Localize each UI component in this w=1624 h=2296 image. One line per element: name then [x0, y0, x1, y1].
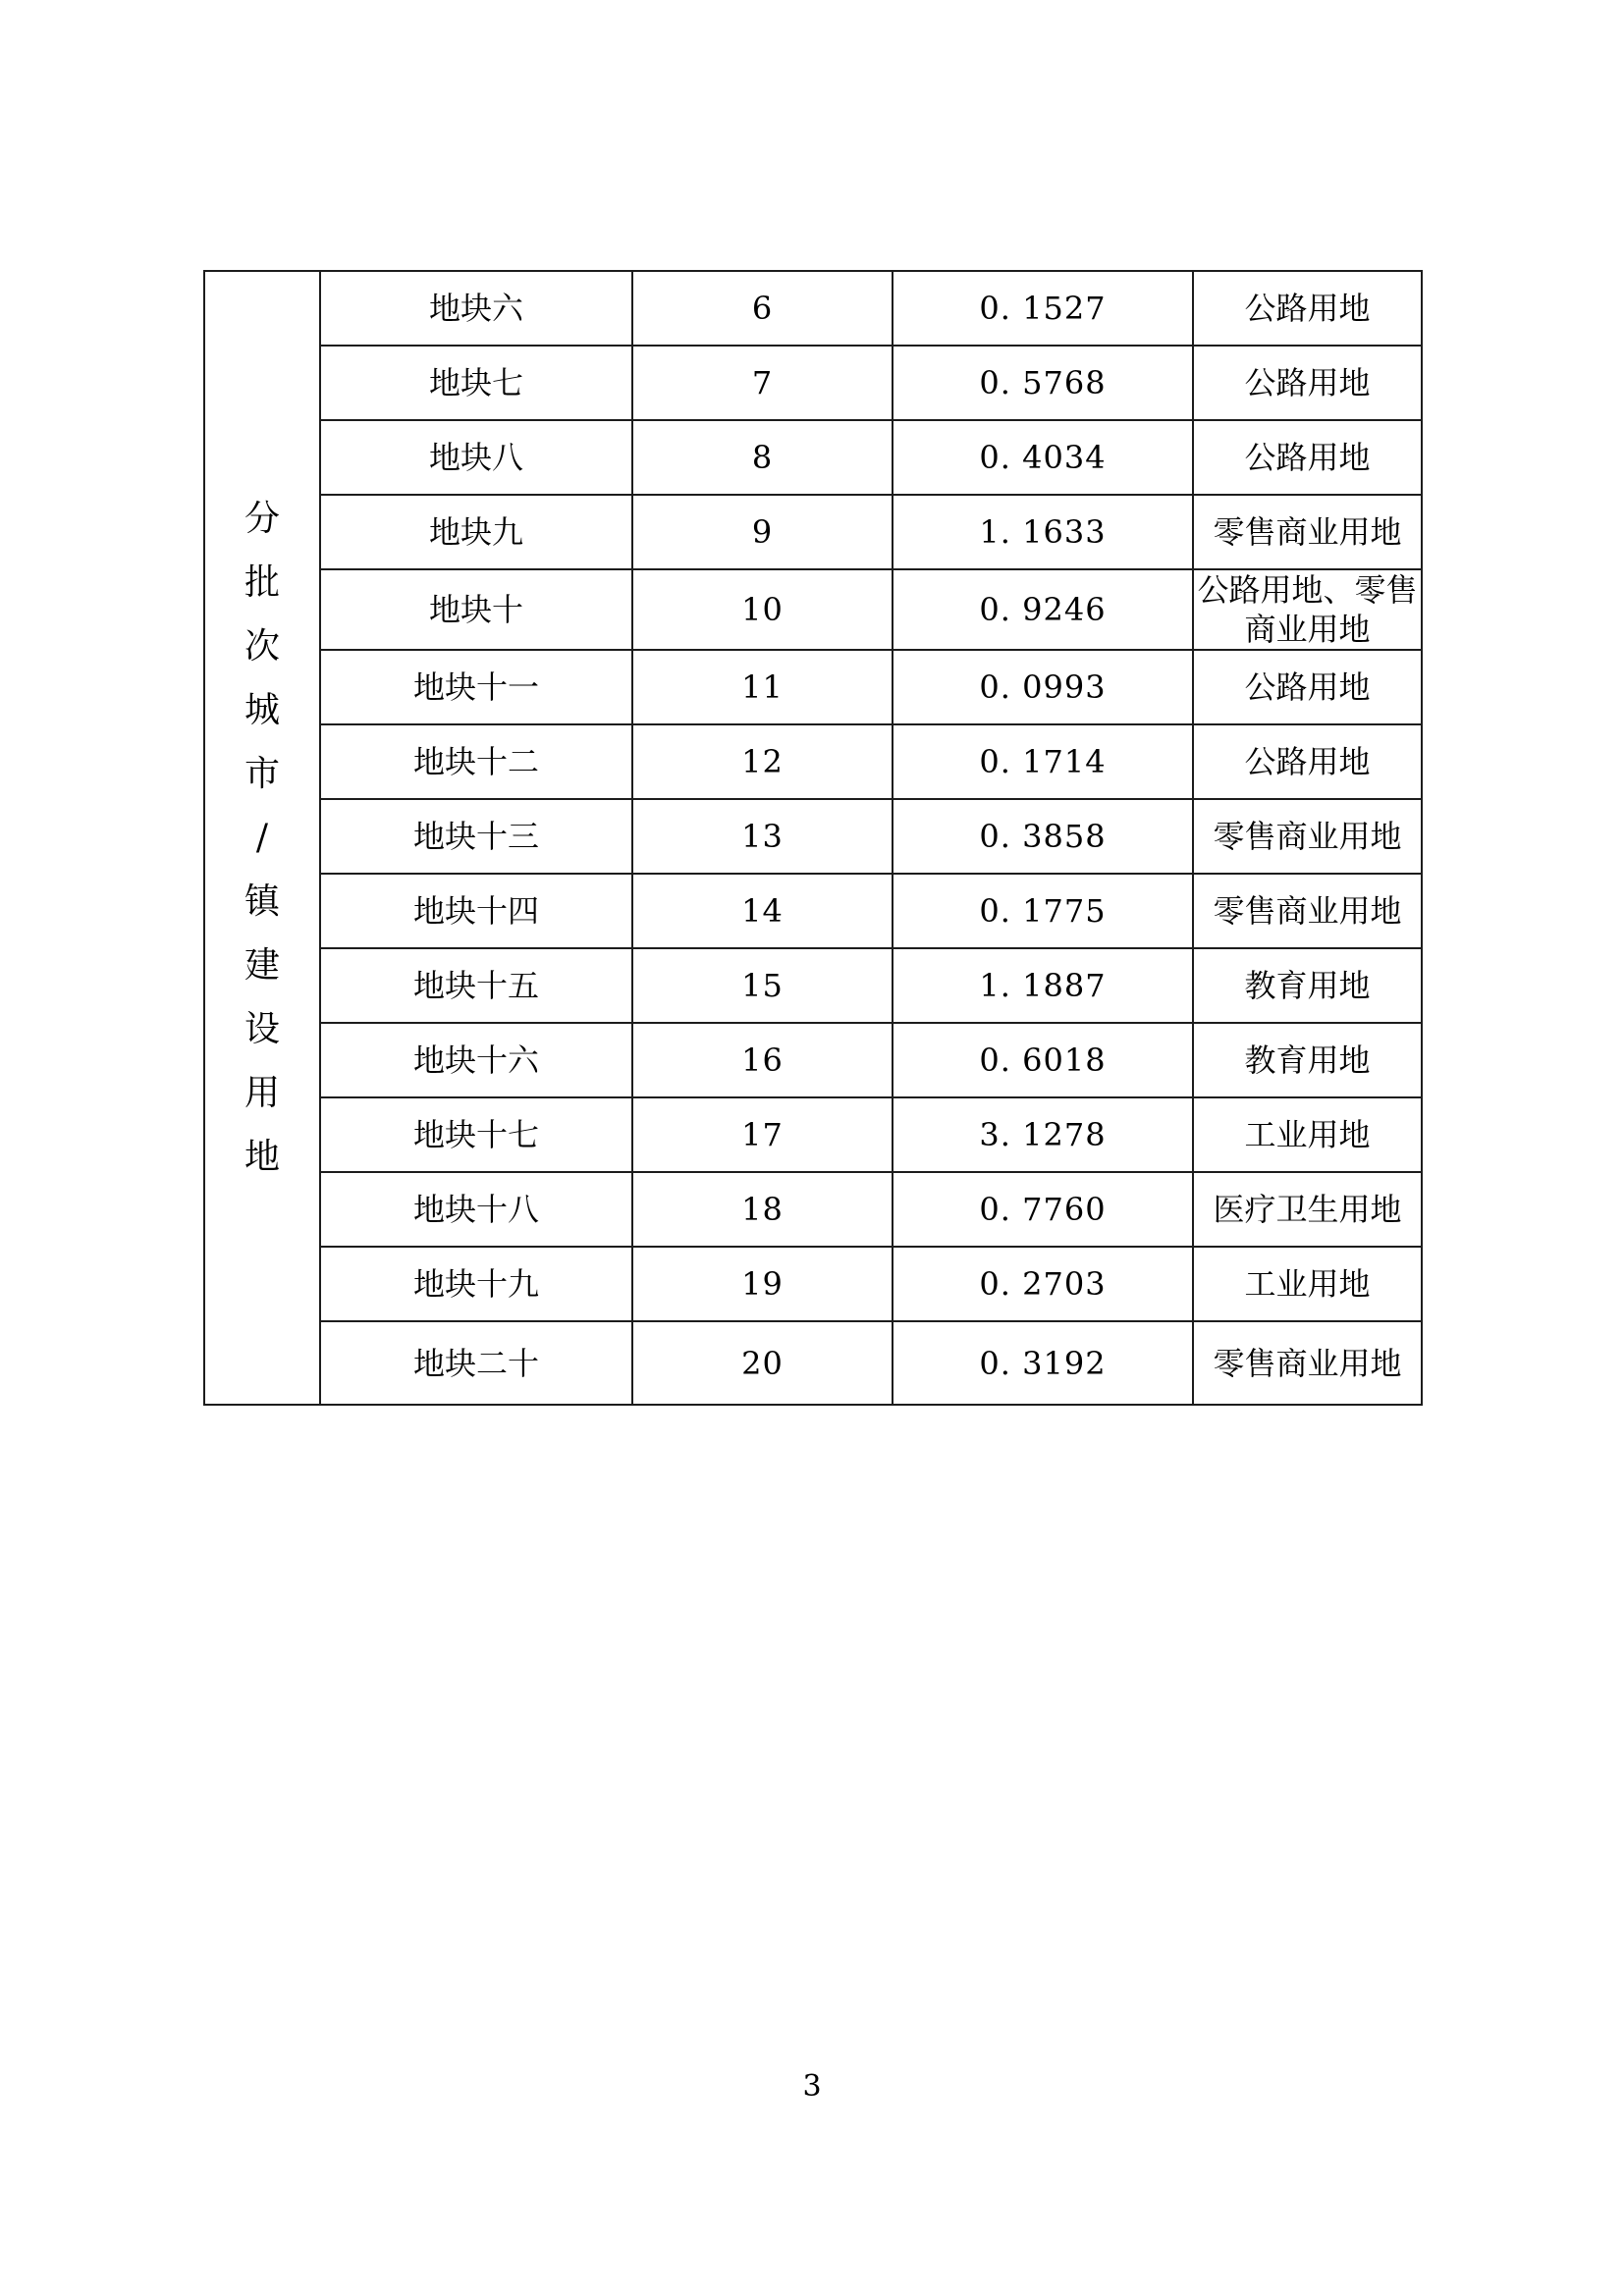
land-use-cell: 公路用地 [1193, 420, 1422, 495]
category-char: 城 [244, 690, 280, 730]
table-row [204, 1247, 1422, 1321]
block-number-cell: 16 [632, 1023, 893, 1097]
land-use-cell: 公路用地 [1193, 650, 1422, 724]
block-name-cell: 地块十七 [320, 1097, 632, 1172]
block-name-cell: 地块十五 [320, 948, 632, 1023]
block-number-cell: 20 [632, 1321, 893, 1405]
block-name-cell: 地块六 [320, 271, 632, 346]
block-name-cell: 地块八 [320, 420, 632, 495]
area-value-cell: 0. 1714 [893, 724, 1193, 799]
area-value-cell: 0. 1775 [893, 874, 1193, 948]
category-char: 批 [244, 562, 280, 603]
block-name-cell: 地块十八 [320, 1172, 632, 1247]
block-number-cell: 10 [632, 569, 893, 650]
area-value-cell: 0. 7760 [893, 1172, 1193, 1247]
land-use-cell: 工业用地 [1193, 1247, 1422, 1321]
block-number-cell: 19 [632, 1247, 893, 1321]
area-value-cell: 0. 3858 [893, 799, 1193, 874]
category-char: / [255, 818, 269, 858]
block-name-cell: 地块九 [320, 495, 632, 569]
block-name-cell: 地块二十 [320, 1321, 632, 1405]
block-number-cell: 6 [632, 271, 893, 346]
area-value-cell: 1. 1887 [893, 948, 1193, 1023]
area-value-cell: 1. 1633 [893, 495, 1193, 569]
table-row [204, 420, 1422, 495]
category-char: 建 [244, 945, 280, 986]
table-row [204, 948, 1422, 1023]
block-name-cell: 地块十三 [320, 799, 632, 874]
area-value-cell: 0. 9246 [893, 569, 1193, 650]
table-row [204, 874, 1422, 948]
land-use-cell: 零售商业用地 [1193, 799, 1422, 874]
land-use-cell: 公路用地 [1193, 271, 1422, 346]
table-row [204, 1172, 1422, 1247]
land-use-cell: 公路用地 [1193, 724, 1422, 799]
block-number-cell: 7 [632, 346, 893, 420]
table-row [204, 346, 1422, 420]
block-number-cell: 8 [632, 420, 893, 495]
land-parcel-table [203, 270, 1423, 1406]
area-value-cell: 0. 6018 [893, 1023, 1193, 1097]
land-use-cell: 公路用地 [1193, 346, 1422, 420]
table-row [204, 495, 1422, 569]
category-char: 设 [244, 1009, 280, 1049]
area-value-cell: 0. 1527 [893, 271, 1193, 346]
block-name-cell: 地块十九 [320, 1247, 632, 1321]
table-row [204, 799, 1422, 874]
land-use-cell: 教育用地 [1193, 1023, 1422, 1097]
category-char: 地 [244, 1137, 280, 1177]
category-char: 分 [244, 499, 280, 539]
land-use-cell: 医疗卫生用地 [1193, 1172, 1422, 1247]
category-char: 用 [244, 1073, 280, 1113]
area-value-cell: 0. 0993 [893, 650, 1193, 724]
table-row [204, 271, 1422, 346]
block-number-cell: 9 [632, 495, 893, 569]
land-use-cell: 公路用地、零售商业用地 [1193, 569, 1422, 650]
block-name-cell: 地块十一 [320, 650, 632, 724]
land-use-cell: 零售商业用地 [1193, 495, 1422, 569]
vertical-category-label [207, 487, 317, 1189]
block-name-cell: 地块七 [320, 346, 632, 420]
table-row [204, 569, 1422, 650]
area-value-cell: 3. 1278 [893, 1097, 1193, 1172]
area-value-cell: 0. 5768 [893, 346, 1193, 420]
land-use-cell: 工业用地 [1193, 1097, 1422, 1172]
block-number-cell: 15 [632, 948, 893, 1023]
land-use-cell: 零售商业用地 [1193, 874, 1422, 948]
table-row [204, 1321, 1422, 1405]
table-row [204, 1023, 1422, 1097]
land-use-cell: 零售商业用地 [1193, 1321, 1422, 1405]
block-name-cell: 地块十 [320, 569, 632, 650]
table-row [204, 1097, 1422, 1172]
block-number-cell: 17 [632, 1097, 893, 1172]
block-number-cell: 11 [632, 650, 893, 724]
block-number-cell: 18 [632, 1172, 893, 1247]
area-value-cell: 0. 3192 [893, 1321, 1193, 1405]
block-name-cell: 地块十二 [320, 724, 632, 799]
block-name-cell: 地块十四 [320, 874, 632, 948]
table-row [204, 650, 1422, 724]
page-number: 3 [802, 2069, 822, 2104]
block-name-cell: 地块十六 [320, 1023, 632, 1097]
block-number-cell: 12 [632, 724, 893, 799]
block-number-cell: 13 [632, 799, 893, 874]
area-value-cell: 0. 2703 [893, 1247, 1193, 1321]
vertical-category-cell [204, 271, 320, 1405]
category-char: 次 [244, 626, 280, 667]
category-char: 镇 [244, 881, 280, 922]
block-number-cell: 14 [632, 874, 893, 948]
land-use-cell: 教育用地 [1193, 948, 1422, 1023]
table-row [204, 724, 1422, 799]
area-value-cell: 0. 4034 [893, 420, 1193, 495]
category-char: 市 [244, 754, 280, 794]
